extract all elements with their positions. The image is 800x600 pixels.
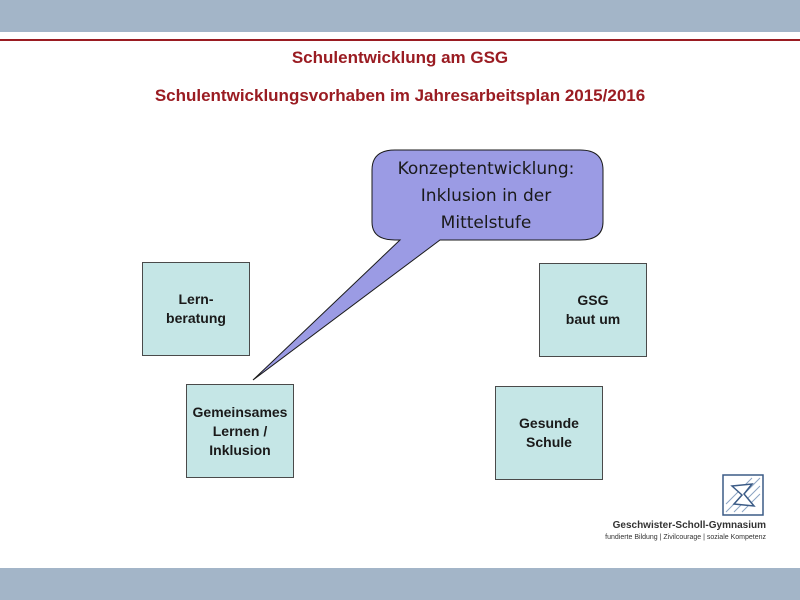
box-label: beratung (166, 310, 226, 326)
box-label: Gesunde (519, 415, 579, 431)
box-label: baut um (565, 311, 621, 327)
box-gsg-baut-um (539, 263, 647, 357)
page-subtitle: Schulentwicklungsvorhaben im Jahresarbeitsplan 2015/2016 (154, 86, 646, 105)
box-label: Inklusion (209, 441, 271, 458)
school-name: Geschwister-Scholl-Gymnasium (612, 520, 766, 531)
school-logo-icon (722, 474, 764, 516)
callout-text (372, 156, 600, 237)
page-title: Schulentwicklung am GSG (291, 48, 509, 67)
box-label: Gemeinsames (192, 403, 288, 420)
bottom-bar (0, 568, 800, 600)
box-gemeinsames-lernen (186, 384, 294, 478)
callout-line: Inklusion in der (420, 186, 552, 206)
box-gesunde-schule (495, 386, 603, 480)
callout-line: Mittelstufe (440, 213, 532, 233)
box-label: Lernen / (212, 422, 268, 439)
box-label: GSG (577, 292, 609, 308)
box-lernberatung (142, 262, 250, 356)
box-label: Lern- (178, 291, 214, 307)
school-tagline: fundierte Bildung | Zivilcourage | soziale Kompetenz (605, 534, 766, 541)
box-label: Schule (526, 434, 572, 450)
callout-line: Konzeptentwicklung: (397, 159, 575, 179)
